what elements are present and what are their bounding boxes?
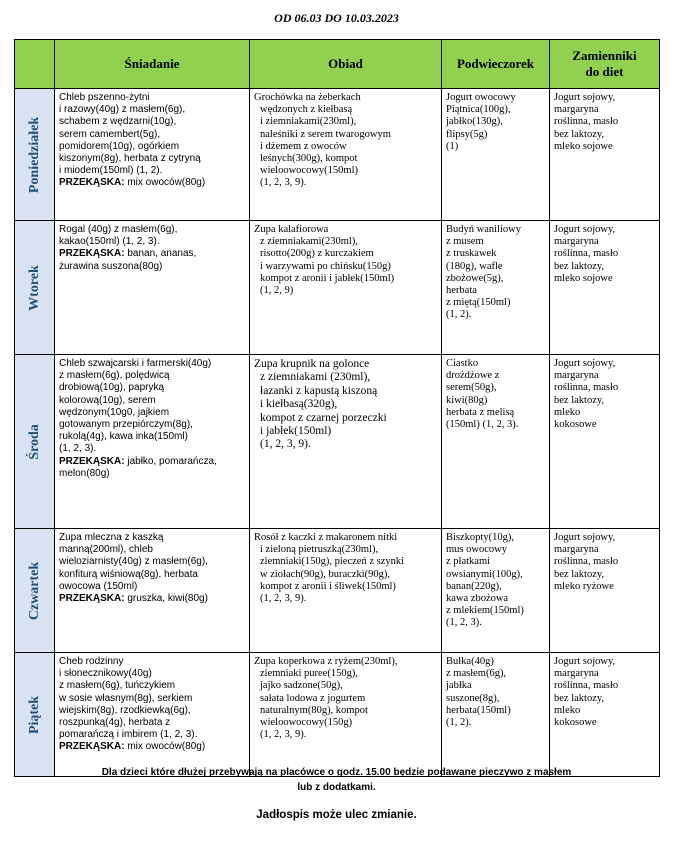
dinner-cell [250,355,442,529]
snack-line [59,593,245,605]
afternoon-line: (1) [446,140,459,152]
substitutes-line: mleko [554,406,581,418]
afternoon-line: mus owocowy [446,544,507,556]
breakfast-line: wieloziarnisty(40g) z masłem(6g), [59,556,208,568]
snack-label: PRZEKĄSKA: [59,593,125,605]
substitutes-cell [550,653,660,777]
dinner-line: Zupa koperkowa z ryżem(230ml), [254,656,398,667]
afternoon-line: z truskawek [446,248,497,260]
menu-row-czwartek [15,529,660,653]
snack-label: PRZEKĄSKA: [59,741,125,753]
snack-extra: melon(80g) [59,467,110,479]
dinner-line: i warzywami po chińsku(150g) [260,260,391,272]
afternoon-line: kiwi(80g) [446,394,488,406]
dinner-line: leśnych(300g), kompot [260,153,358,165]
afternoon-line: z płatkami [446,556,491,568]
dinner-line: naturalnym(80g), kompot [260,704,368,716]
substitutes-cell [550,221,660,355]
substitutes-line: Jogurt sojowy, [554,656,616,667]
breakfast-line: manną(200ml), chleb [59,544,153,556]
dinner-cell [250,89,442,221]
breakfast-line: kiszonym(8g), herbata z cytryną [59,153,201,165]
snack-text: mix owoców(80g) [127,177,206,189]
breakfast-line: z masłem(6g), polędwicą [59,370,170,382]
afternoon-line: (180g), wafle [446,260,503,272]
afternoon-line: Ciastko [446,358,479,369]
substitutes-cell [550,529,660,653]
day-label: Wtorek [26,264,42,311]
day-cell [15,89,55,221]
afternoon-line: jabłka [446,680,472,692]
substitutes-line: margaryna [554,370,599,382]
afternoon-line: flipsy(5g) [446,128,488,140]
snack-line [59,177,245,189]
dinner-line: Rosół z kaczki z makaronem nitki [254,532,398,543]
breakfast-cell [55,89,250,221]
dinner-cell [250,653,442,777]
dinner-line: Zupa krupnik na golonce [254,358,370,370]
afternoon-cell [442,529,550,653]
menu-row-sroda [15,355,660,529]
substitutes-line: Jogurt sojowy, [554,92,616,103]
afternoon-line: herbata [446,285,477,297]
substitutes-line: mleko sojowe [554,272,613,284]
substitutes-line: bez laktozy, [554,394,605,406]
afternoon-line: Piątnica(100g), [446,104,511,116]
breakfast-cell [55,355,250,529]
dinner-line: w ziołach(90g), buraczki(90g), [260,568,391,580]
header-dinner: Obiad [250,40,442,89]
snack-text: gruszka, kiwi(80g) [127,593,208,605]
snack-line [59,456,245,468]
breakfast-line: kolorową(10g), serem [59,394,156,406]
breakfast-line: Zupa mleczna z kaszką [59,532,164,543]
header-breakfast: Śniadanie [55,40,250,89]
substitutes-line: margaryna [554,544,599,556]
afternoon-line: z miętą(150ml) [446,297,511,309]
substitutes-line: bez laktozy, [554,692,605,704]
dinner-line: Zupa kalafiorowa [254,224,329,235]
breakfast-line: kakao(150ml) (1, 2, 3). [59,236,160,248]
header-afternoon: Podwieczorek [442,40,550,89]
breakfast-line: owocowa (150ml) [59,580,138,592]
dinner-line: ziemniaki(150g), pieczeń z szynki [260,556,405,568]
substitutes-line: roślinna, masło [554,680,619,692]
substitutes-line: roślinna, masło [554,556,619,568]
breakfast-line: gotowanym przepiórczym(8g), [59,419,193,431]
dinner-line: wieloowocowy(150ml) [260,165,358,177]
dinner-line: kompot z aronii i jabłek(150ml) [260,272,395,284]
afternoon-line: zbożowe(5g), [446,272,504,284]
afternoon-line: z masłem(6g), [446,668,507,680]
breakfast-line: (1, 2, 3). [59,443,97,455]
day-label: Piątek [26,695,42,734]
dinner-cell [250,221,442,355]
dinner-line: łazanki z kapustą kiszoną [260,384,378,397]
snack-extra: żurawina suszona(80g) [59,260,163,272]
snack-line [59,741,245,753]
breakfast-line: wiejskim(8g), rzodkiewką(6g), [59,704,191,716]
substitutes-line: Jogurt sojowy, [554,224,616,235]
dinner-line: (1, 2, 9) [260,285,294,297]
header-substitutes [550,40,660,89]
afternoon-line: z mlekiem(150ml) [446,605,524,617]
dinner-line: z ziemniakami (230ml), [260,371,371,384]
breakfast-line: Rogal (40g) z masłem(6g), [59,224,178,235]
menu-change-notice: Jadłospis może ulec zmianie. [256,809,417,821]
menu-date-range: OD 06.03 DO 10.03.2023 [274,11,399,25]
dinner-line: jajko sadzone(50g), [260,680,343,692]
breakfast-line: pomarańczą i imbirem (1, 2, 3). [59,729,198,741]
substitutes-line: kokosowe [554,717,597,729]
dinner-line: kompot z czarnej porzeczki [260,411,387,424]
header-substitutes-label: Zamienniki do diet [572,48,637,79]
breakfast-cell [55,653,250,777]
dinner-line: (1, 2, 3, 9). [260,438,311,451]
afternoon-line: (1, 2). [446,717,472,729]
afternoon-line: herbata(150ml) [446,704,511,716]
afternoon-line: owsianymi(100g), [446,568,523,580]
afternoon-line: Bułka(40g) [446,656,494,667]
dinner-line: (1, 2, 3, 9). [260,177,307,189]
substitutes-cell [550,355,660,529]
breakfast-cell [55,529,250,653]
snack-text: mix owoców(80g) [127,741,206,753]
breakfast-line: serem camembert(5g), [59,128,161,140]
breakfast-line: wędzonym(10g0, jajkiem [59,406,170,418]
afternoon-line: drożdżowe z [446,370,500,382]
breakfast-line: rukolą(4g), kawa inka(150ml) [59,431,188,443]
dinner-line: i kiełbasą(320g), [260,398,338,411]
breakfast-line: w sosie własnym(8g), serkiem [59,692,193,704]
substitutes-cell [550,89,660,221]
substitutes-line: bez laktozy, [554,568,605,580]
snack-text: banan, ananas, [127,248,197,260]
substitutes-line: Jogurt sojowy, [554,358,616,369]
breakfast-line: pomidorem(10g), ogórkiem [59,140,180,152]
substitutes-line: roślinna, masło [554,382,619,394]
afternoon-line: serem(50g), [446,382,497,394]
snack-label: PRZEKĄSKA: [59,248,125,260]
afternoon-line: jabłko(130g), [446,116,503,128]
afternoon-line: Jogurt owocowy [446,92,516,103]
breakfast-line: roszpunką(4g), herbata z [59,717,171,729]
dinner-line: (1, 2, 3, 9). [260,593,307,605]
menu-row-piatek [15,653,660,777]
menu-row-wtorek [15,221,660,355]
dinner-line: risotto(200g) z kurczakiem [260,248,374,260]
snack-label: PRZEKĄSKA: [59,177,125,189]
dinner-cell [250,529,442,653]
day-label: Środa [26,423,42,460]
substitutes-line: mleko [554,704,581,716]
header-row [15,40,660,89]
afternoon-line: z musem [446,236,484,248]
breakfast-line: Chleb szwajcarski i farmerski(40g) [59,358,212,369]
breakfast-line: Chleb pszenno-żytni [59,92,150,103]
dinner-line: z ziemniakami(230ml), [260,236,358,248]
dinner-line: sałata lodowa z jogurtem [260,692,366,704]
afternoon-line: (1, 2). [446,309,472,321]
late-pickup-note-line2: lub z dodatkami. [297,782,376,793]
substitutes-line: roślinna, masło [554,116,619,128]
day-cell [15,653,55,777]
afternoon-line: Biszkopty(10g), [446,532,514,543]
afternoon-line: kawa zbożowa [446,593,509,605]
dinner-line: naleśniki z serem twarogowym [260,128,391,140]
afternoon-line: Budyń waniliowy [446,224,521,235]
breakfast-line: Cheb rodzinny [59,656,124,667]
afternoon-cell [442,89,550,221]
substitutes-line: Jogurt sojowy, [554,532,616,543]
substitutes-line: margaryna [554,668,599,680]
afternoon-line: herbata z melisą [446,406,515,418]
day-label: Czwartek [26,561,42,620]
day-cell [15,529,55,653]
afternoon-cell [442,221,550,355]
breakfast-line: i miodem(150ml) (1, 2). [59,165,163,177]
afternoon-cell [442,355,550,529]
breakfast-line: i razowy(40g) z masłem(6g), [59,104,186,116]
late-pickup-note [0,765,673,795]
breakfast-line: drobiową(10g), papryką [59,382,165,394]
snack-label: PRZEKĄSKA: [59,455,125,467]
afternoon-line: suszone(8g), [446,692,500,704]
menu-row-poniedzialek [15,89,660,221]
afternoon-line: (150ml) (1, 2, 3). [446,419,519,431]
dinner-line: wędzonych z kiełbasą [260,104,353,116]
day-cell [15,221,55,355]
dinner-line: i jabłek(150ml) [260,425,332,438]
breakfast-cell [55,221,250,355]
substitutes-line: bez laktozy, [554,260,605,272]
snack-line [59,248,245,260]
dinner-line: i dżemem z owoców [260,140,347,152]
breakfast-line: z masłem(6g), tuńczykiem [59,680,176,692]
afternoon-cell [442,653,550,777]
header-day [15,40,55,89]
dinner-line: wieloowocowy(150g) [260,717,353,729]
substitutes-line: bez laktozy, [554,128,605,140]
afternoon-line: (1, 2, 3). [446,617,482,629]
breakfast-line: schabem z wędzarni(10g), [59,116,177,128]
afternoon-line: banan(220g), [446,580,502,592]
breakfast-line: konfiturą wiśniową(8g), herbata [59,568,198,580]
late-pickup-note-line1: Dla dzieci które dłużej przebywają na placówce o godz. 15.00 będzie podawane pieczywo z masłem [101,767,572,778]
day-label: Poniedziałek [26,116,42,193]
substitutes-line: mleko ryżowe [554,580,614,592]
dinner-line: ziemniaki puree(150g), [260,668,358,680]
substitutes-line: margaryna [554,236,599,248]
day-cell [15,355,55,529]
menu-table [14,39,660,777]
substitutes-line: mleko sojowe [554,140,613,152]
dinner-line: kompot z aronii i śliwek(150ml) [260,580,396,592]
substitutes-line: roślinna, masło [554,248,619,260]
dinner-line: (1, 2, 3, 9). [260,729,307,741]
snack-text: jabłko, pomarańcza, [127,455,217,467]
substitutes-line: kokosowe [554,419,597,431]
dinner-line: Grochówka na żeberkach [254,92,361,103]
dinner-line: i ziemniakami(230ml), [260,116,357,128]
breakfast-line: i słonecznikowy(40g) [59,668,152,680]
dinner-line: i zieloną pietruszką(230ml), [260,544,379,556]
substitutes-line: margaryna [554,104,599,116]
